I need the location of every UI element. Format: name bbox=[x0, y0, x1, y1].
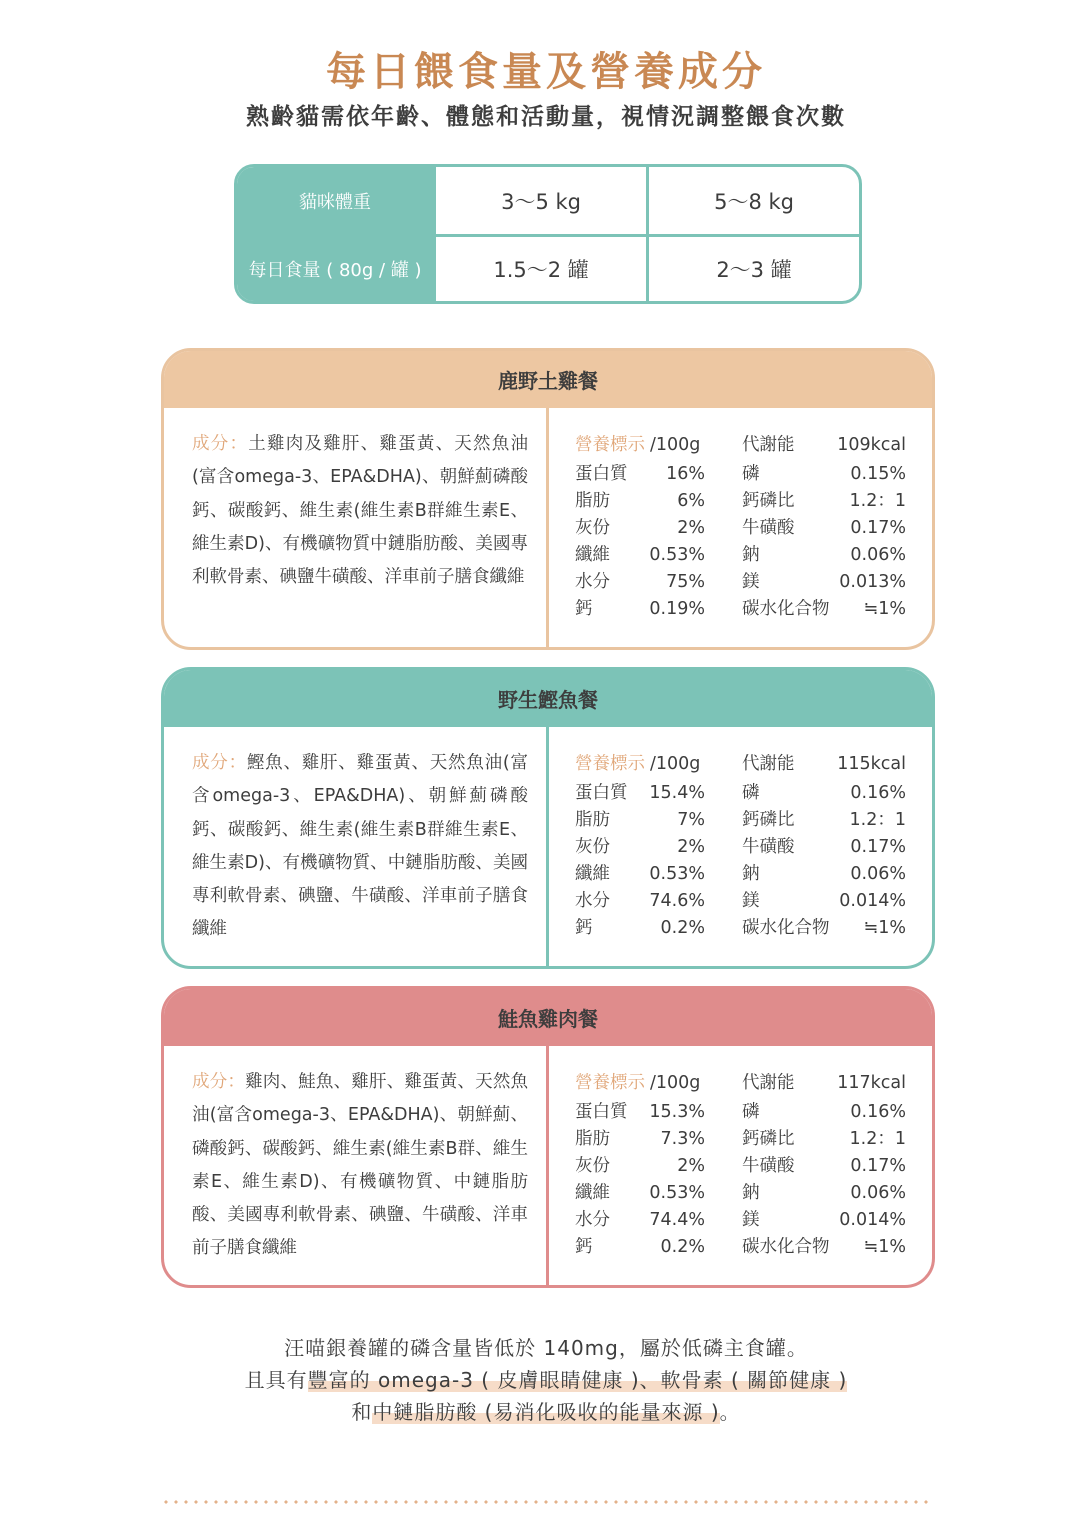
nutrient-value: 1.2：1 bbox=[849, 810, 906, 830]
nutrition-row bbox=[575, 1126, 705, 1153]
nutrient-name: 鈣磷比 bbox=[742, 1129, 795, 1149]
nutrient-value: ≒1% bbox=[863, 918, 906, 938]
nutrient-name: 鈣磷比 bbox=[742, 810, 795, 830]
ingredients-text bbox=[192, 1066, 528, 1266]
nutrient-name: 纖維 bbox=[575, 864, 610, 884]
nutrient-name: 代謝能 bbox=[742, 754, 795, 774]
nutrition-header bbox=[575, 749, 705, 780]
product-name: 野生鰹魚餐 bbox=[164, 670, 932, 727]
nutrient-value: 0.06% bbox=[850, 1183, 906, 1203]
nutrition-label: 營養標示 bbox=[575, 435, 645, 455]
nutrient-name: 鈉 bbox=[742, 864, 760, 884]
nutrition-row bbox=[742, 430, 906, 461]
nutrient-name: 鎂 bbox=[742, 572, 760, 592]
nutrition-row bbox=[742, 888, 906, 915]
nutrition-row bbox=[742, 1234, 906, 1261]
nutrient-value: 0.2% bbox=[660, 918, 705, 938]
nutrient-value: 0.013% bbox=[839, 572, 906, 592]
nutrition-label: 營養標示 bbox=[575, 754, 645, 774]
nutrition-row bbox=[742, 780, 906, 807]
nutrient-name: 水分 bbox=[575, 1210, 610, 1230]
nutrition-row bbox=[575, 569, 705, 596]
nutrient-name: 磷 bbox=[742, 1102, 760, 1122]
nutrient-value: ≒1% bbox=[863, 599, 906, 619]
nutrition-row bbox=[575, 915, 705, 942]
nutrition-row bbox=[575, 488, 705, 515]
nutrition-unit: /100g bbox=[650, 754, 701, 774]
product-name: 鹿野土雞餐 bbox=[164, 351, 932, 408]
nutrition-label: 營養標示 bbox=[575, 1073, 645, 1093]
nutrient-name: 牛磺酸 bbox=[742, 518, 795, 538]
nutrient-name: 灰份 bbox=[575, 837, 610, 857]
nutrient-name: 水分 bbox=[575, 572, 610, 592]
nutrient-value: 0.06% bbox=[850, 545, 906, 565]
nutrition-row bbox=[575, 542, 705, 569]
nutrition-left bbox=[575, 1068, 705, 1261]
nutrition-right bbox=[742, 749, 906, 942]
nutrient-value: 0.014% bbox=[839, 891, 906, 911]
nutrient-value: 0.06% bbox=[850, 864, 906, 884]
ingredients-label: 成分： bbox=[192, 434, 249, 454]
feeding-row-amount bbox=[237, 237, 859, 301]
nutrient-value: 7% bbox=[677, 810, 705, 830]
ingredients-list: 雞肉、鮭魚、雞肝、雞蛋黃、天然魚油(富含omega-3、EPA&DHA)、朝鮮薊、磷酸鈣、碳酸鈣、維生素(維生素B群、維生素E、維生素D)、有機礦物質、中鏈脂肪酸、美國專利軟骨素、碘鹽、牛磺酸、洋車前子膳食纖維 bbox=[192, 1072, 529, 1259]
nutrient-name: 脂肪 bbox=[575, 491, 610, 511]
nutrition-header-text bbox=[575, 1068, 700, 1099]
nutrient-value: 0.014% bbox=[839, 1210, 906, 1230]
nutrition-row bbox=[742, 542, 906, 569]
nutrient-value: 7.3% bbox=[660, 1129, 705, 1149]
nutrient-name: 纖維 bbox=[575, 545, 610, 565]
amount-a: 1.5～2 罐 bbox=[433, 237, 646, 301]
nutrient-value: 0.17% bbox=[850, 837, 906, 857]
nutrient-name: 鈣 bbox=[575, 918, 593, 938]
nutrient-value: ≒1% bbox=[863, 1237, 906, 1257]
nutrient-value: 15.4% bbox=[649, 783, 705, 803]
nutrient-name: 代謝能 bbox=[742, 435, 795, 455]
dotted-divider bbox=[161, 1500, 931, 1504]
nutrient-value: 2% bbox=[677, 1156, 705, 1176]
nutrition-unit: /100g bbox=[650, 435, 701, 455]
nutrient-value: 115kcal bbox=[837, 754, 906, 774]
ingredients-text bbox=[192, 428, 528, 594]
nutrient-name: 蛋白質 bbox=[575, 783, 628, 803]
nutrition-row bbox=[742, 1207, 906, 1234]
nutrient-value: 15.3% bbox=[649, 1102, 705, 1122]
nutrition-row bbox=[575, 1207, 705, 1234]
nutrient-name: 蛋白質 bbox=[575, 464, 628, 484]
footer-line-2-highlight: 豐富的 omega-3 ( 皮膚眼睛健康 )、軟骨素 ( 關節健康 ) bbox=[307, 1368, 848, 1392]
nutrient-value: 0.17% bbox=[850, 518, 906, 538]
page-subtitle: 熟齡貓需依年齡、體態和活動量，視情況調整餵食次數 bbox=[246, 104, 846, 130]
page-title: 每日餵食量及營養成分 bbox=[326, 49, 766, 95]
nutrient-name: 鎂 bbox=[742, 891, 760, 911]
nutrition-row bbox=[575, 807, 705, 834]
nutrition-row bbox=[575, 834, 705, 861]
feeding-table bbox=[234, 164, 862, 304]
nutrition-row bbox=[575, 461, 705, 488]
nutrition-row bbox=[742, 749, 906, 780]
nutrition-row bbox=[742, 461, 906, 488]
nutrition-row bbox=[575, 1234, 705, 1261]
footer-line-2-prefix: 且具有 bbox=[244, 1368, 308, 1392]
nutrition-right bbox=[742, 1068, 906, 1261]
weight-range-b: 5～8 kg bbox=[646, 167, 859, 234]
nutrition-row bbox=[575, 888, 705, 915]
weight-label: 貓咪體重 bbox=[237, 167, 433, 234]
amount-b: 2～3 罐 bbox=[646, 237, 859, 301]
product-card-salmon bbox=[161, 986, 935, 1288]
nutrient-name: 纖維 bbox=[575, 1183, 610, 1203]
nutrient-value: 109kcal bbox=[837, 435, 906, 455]
nutrition-row bbox=[742, 834, 906, 861]
nutrition-header-text bbox=[575, 430, 700, 461]
nutrient-value: 0.53% bbox=[649, 864, 705, 884]
footer-line-2 bbox=[0, 1364, 1092, 1393]
nutrition-row bbox=[742, 807, 906, 834]
nutrient-name: 碳水化合物 bbox=[742, 918, 830, 938]
nutrient-name: 鎂 bbox=[742, 1210, 760, 1230]
nutrition-row bbox=[575, 1099, 705, 1126]
product-body bbox=[164, 1046, 932, 1285]
nutrient-value: 6% bbox=[677, 491, 705, 511]
nutrient-name: 鈉 bbox=[742, 1183, 760, 1203]
nutrient-name: 灰份 bbox=[575, 518, 610, 538]
nutrition-row bbox=[742, 1180, 906, 1207]
nutrient-value: 0.53% bbox=[649, 545, 705, 565]
product-card-bonito bbox=[161, 667, 935, 969]
nutrient-value: 74.6% bbox=[649, 891, 705, 911]
nutrient-name: 鈉 bbox=[742, 545, 760, 565]
nutrition-row bbox=[575, 1180, 705, 1207]
nutrition-header bbox=[575, 430, 705, 461]
nutrient-value: 16% bbox=[666, 464, 705, 484]
nutrient-value: 0.16% bbox=[850, 1102, 906, 1122]
ingredients-list: 土雞肉及雞肝、雞蛋黃、天然魚油(富含omega-3、EPA&DHA)、朝鮮薊磷酸鈣、碳酸鈣、維生素(維生素B群維生素E、維生素D)、有機礦物質中鏈脂肪酸、美國專利軟骨素、碘鹽牛磺酸、洋車前子膳食纖維 bbox=[192, 434, 529, 588]
nutrient-value: 2% bbox=[677, 518, 705, 538]
nutrition-row bbox=[742, 861, 906, 888]
footer-line-3-suffix: 。 bbox=[719, 1400, 741, 1424]
nutrition-row bbox=[742, 488, 906, 515]
product-card-chicken bbox=[161, 348, 935, 650]
footer-line-1: 汪喵銀養罐的磷含量皆低於 140mg，屬於低磷主食罐。 bbox=[284, 1336, 808, 1360]
nutrient-name: 脂肪 bbox=[575, 1129, 610, 1149]
nutrition-right bbox=[742, 430, 906, 623]
nutrition-row bbox=[742, 596, 906, 623]
nutrient-value: 1.2：1 bbox=[849, 491, 906, 511]
nutrient-value: 0.53% bbox=[649, 1183, 705, 1203]
nutrition-left bbox=[575, 430, 705, 623]
product-name: 鮭魚雞肉餐 bbox=[164, 989, 932, 1046]
nutrient-value: 117kcal bbox=[837, 1073, 906, 1093]
feeding-row-weight bbox=[237, 167, 859, 237]
nutrition-row bbox=[575, 861, 705, 888]
nutrient-name: 蛋白質 bbox=[575, 1102, 628, 1122]
nutrition-row bbox=[742, 569, 906, 596]
footer-line-3 bbox=[0, 1396, 1092, 1425]
nutrient-name: 水分 bbox=[575, 891, 610, 911]
ingredients-text bbox=[192, 747, 528, 947]
nutrient-name: 鈣磷比 bbox=[742, 491, 795, 511]
footer-line-3-prefix: 和 bbox=[351, 1400, 373, 1424]
nutrition-row bbox=[742, 1126, 906, 1153]
nutrition-header-text bbox=[575, 749, 700, 780]
nutrition-header bbox=[575, 1068, 705, 1099]
nutrition-row bbox=[742, 1099, 906, 1126]
nutrient-name: 鈣 bbox=[575, 1237, 593, 1257]
ingredients-label: 成分： bbox=[192, 1072, 246, 1092]
nutrition-unit: /100g bbox=[650, 1073, 701, 1093]
amount-label: 每日食量 ( 80g / 罐 ) bbox=[237, 237, 433, 301]
card-divider bbox=[546, 1046, 549, 1285]
nutrient-name: 鈣 bbox=[575, 599, 593, 619]
ingredients-label: 成分： bbox=[192, 753, 247, 773]
nutrient-name: 碳水化合物 bbox=[742, 1237, 830, 1257]
nutrient-value: 0.15% bbox=[850, 464, 906, 484]
nutrition-row bbox=[742, 1153, 906, 1180]
nutrient-value: 0.16% bbox=[850, 783, 906, 803]
product-body bbox=[164, 408, 932, 647]
nutrient-name: 磷 bbox=[742, 783, 760, 803]
ingredients-list: 鰹魚、雞肝、雞蛋黃、天然魚油(富含omega-3、EPA&DHA)、朝鮮薊磷酸鈣、碳酸鈣、維生素(維生素B群維生素E、維生素D)、有機礦物質、中鏈脂肪酸、美國專利軟骨素、碘鹽、牛磺酸、洋車前子膳食纖維 bbox=[192, 753, 529, 940]
nutrient-value: 0.19% bbox=[649, 599, 705, 619]
nutrient-value: 2% bbox=[677, 837, 705, 857]
product-body bbox=[164, 727, 932, 966]
nutrition-row bbox=[575, 780, 705, 807]
nutrient-value: 1.2：1 bbox=[849, 1129, 906, 1149]
nutrient-value: 74.4% bbox=[649, 1210, 705, 1230]
nutrition-row bbox=[575, 596, 705, 623]
nutrition-row bbox=[575, 515, 705, 542]
weight-range-a: 3～5 kg bbox=[433, 167, 646, 234]
nutrient-value: 0.17% bbox=[850, 1156, 906, 1176]
nutrient-name: 碳水化合物 bbox=[742, 599, 830, 619]
card-divider bbox=[546, 727, 549, 966]
nutrient-name: 脂肪 bbox=[575, 810, 610, 830]
nutrient-name: 磷 bbox=[742, 464, 760, 484]
nutrient-value: 75% bbox=[666, 572, 705, 592]
nutrient-name: 灰份 bbox=[575, 1156, 610, 1176]
nutrition-left bbox=[575, 749, 705, 942]
nutrient-name: 牛磺酸 bbox=[742, 837, 795, 857]
nutrition-row bbox=[742, 915, 906, 942]
nutrient-value: 0.2% bbox=[660, 1237, 705, 1257]
nutrition-row bbox=[742, 515, 906, 542]
nutrient-name: 牛磺酸 bbox=[742, 1156, 795, 1176]
nutrition-row bbox=[575, 1153, 705, 1180]
nutrient-name: 代謝能 bbox=[742, 1073, 795, 1093]
footer-line-3-highlight: 中鏈脂肪酸 (易消化吸收的能量來源 ) bbox=[372, 1400, 720, 1424]
card-divider bbox=[546, 408, 549, 647]
nutrition-row bbox=[742, 1068, 906, 1099]
